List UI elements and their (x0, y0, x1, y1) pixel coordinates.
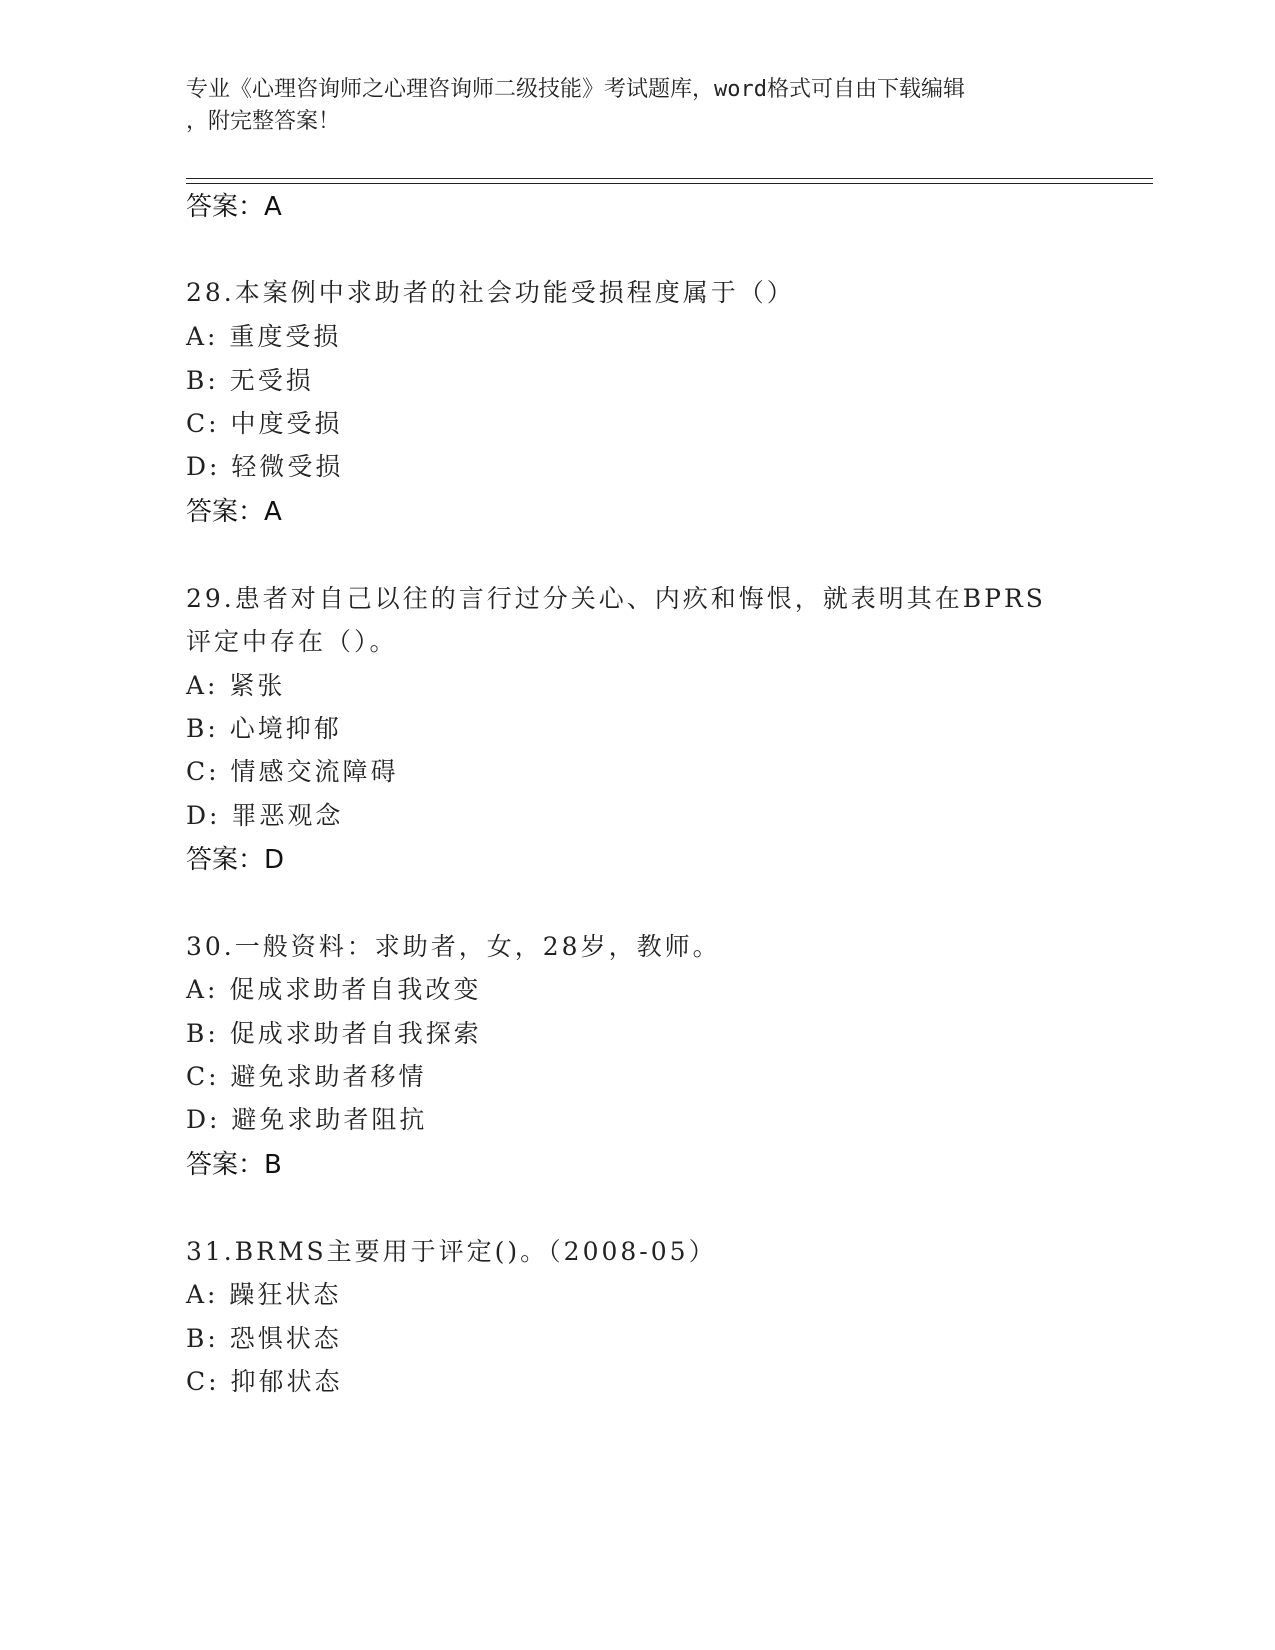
header-divider-top (186, 178, 1153, 179)
question-30-option-b: B: 促成求助者自我探索 (186, 1019, 482, 1048)
question-28-option-b: B: 无受损 (186, 366, 314, 395)
question-30-option-a: A: 促成求助者自我改变 (186, 975, 482, 1004)
header-line-2: ，附完整答案！ (186, 109, 341, 134)
question-29-option-c: C: 情感交流障碍 (186, 757, 399, 786)
question-30-option-d: D: 避免求助者阻抗 (186, 1105, 428, 1134)
question-30-answer: 答案：B (186, 1150, 282, 1180)
question-29-option-d: D: 罪恶观念 (186, 801, 344, 830)
question-30-stem: 30.一般资料：求助者，女，28岁，教师。 (186, 932, 721, 961)
question-28-stem: 28.本案例中求助者的社会功能受损程度属于（） (186, 278, 795, 307)
header-line-1: 专业《心理咨询师之心理咨询师二级技能》考试题库，word格式可自由下载编辑 (186, 77, 965, 102)
question-31-option-c: C: 抑郁状态 (186, 1367, 343, 1396)
header-divider-bottom (186, 183, 1153, 184)
question-29-stem-line-1: 29.患者对自己以往的言行过分关心、内疚和悔恨，就表明其在BPRS (186, 584, 1046, 613)
question-29-option-a: A: 紧张 (186, 671, 286, 700)
question-28-option-a: A: 重度受损 (186, 322, 342, 351)
question-28-answer: 答案：A (186, 497, 282, 527)
page-header (186, 74, 1086, 138)
question-28-option-c: C: 中度受损 (186, 409, 343, 438)
answer-prev: 答案：A (186, 192, 282, 222)
question-29-stem-line-2: 评定中存在（）。 (186, 627, 398, 656)
question-29-answer: 答案：D (186, 845, 285, 875)
question-31-option-a: A: 躁狂状态 (186, 1280, 342, 1309)
question-30-option-c: C: 避免求助者移情 (186, 1062, 427, 1091)
question-31-stem: 31.BRMS主要用于评定()。（2008-05） (186, 1237, 717, 1266)
question-31-option-b: B: 恐惧状态 (186, 1324, 342, 1353)
question-29-option-b: B: 心境抑郁 (186, 714, 342, 743)
question-28-option-d: D: 轻微受损 (186, 452, 344, 481)
